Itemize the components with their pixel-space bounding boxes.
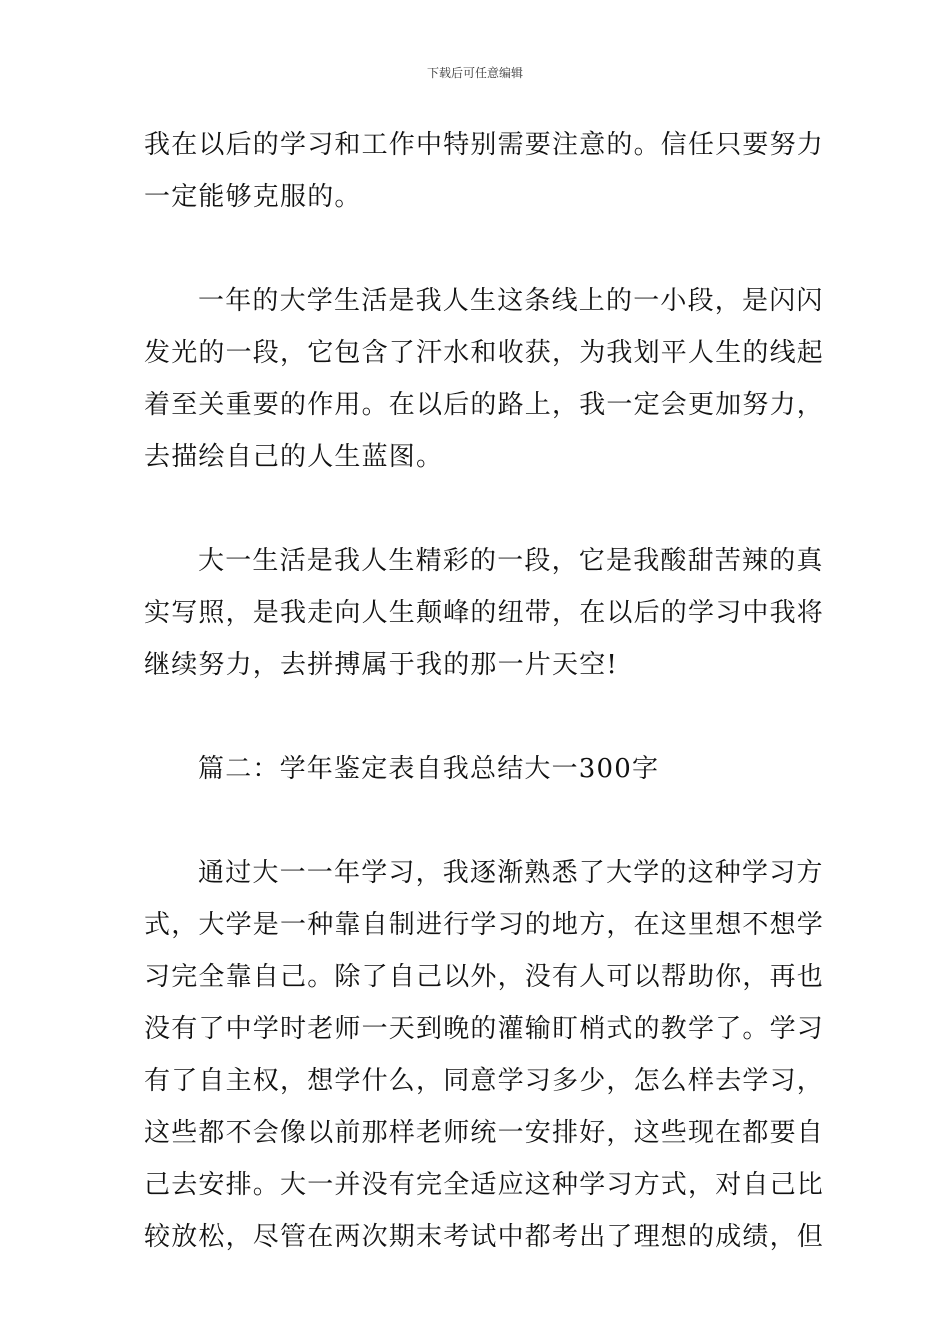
text-line: 去描绘自己的人生蓝图。 — [144, 442, 444, 472]
paragraph-gap — [144, 806, 809, 858]
section-title: 篇二：学年鉴定表自我总结大一300字 — [198, 754, 660, 784]
page-header-note: 下载后可任意编辑 — [426, 66, 523, 80]
text-line: 发光的一段，它包含了汗水和收获，为我划平人生的线起 — [144, 338, 825, 368]
text-line: 通过大一一年学习，我逐渐熟悉了大学的这种学习方 — [198, 858, 824, 888]
text-line: 这些都不会像以前那样老师统一安排好，这些现在都要自 — [144, 1118, 825, 1148]
text-line: 我在以后的学习和工作中特别需要注意的。信任只要努力 — [144, 130, 825, 160]
paragraph-gap — [144, 702, 809, 754]
paragraph-gap — [144, 234, 809, 286]
text-line: 一年的大学生活是我人生这条线上的一小段，是闪闪 — [198, 286, 824, 316]
document-body — [144, 130, 825, 1274]
text-line: 习完全靠自己。除了自己以外，没有人可以帮助你，再也 — [144, 962, 825, 992]
section-heading — [144, 754, 809, 784]
paragraph-1 — [144, 130, 825, 212]
text-line: 式，大学是一种靠自制进行学习的地方，在这里想不想学 — [144, 910, 825, 940]
text-line: 着至关重要的作用。在以后的路上，我一定会更加努力， — [144, 390, 825, 420]
text-line: 继续努力，去拼搏属于我的那一片天空! — [144, 650, 619, 680]
paragraph-3 — [144, 546, 825, 680]
text-line: 大一生活是我人生精彩的一段，它是我酸甜苦辣的真 — [198, 546, 824, 576]
text-line: 一定能够克服的。 — [144, 182, 362, 212]
paragraph-4 — [144, 858, 825, 1252]
text-line: 实写照，是我走向人生颠峰的纽带，在以后的学习中我将 — [144, 598, 825, 628]
text-line: 没有了中学时老师一天到晚的灌输盯梢式的教学了。学习 — [144, 1014, 825, 1044]
text-line: 己去安排。大一并没有完全适应这种学习方式，对自己比 — [144, 1170, 825, 1200]
text-line: 较放松，尽管在两次期末考试中都考出了理想的成绩，但 — [144, 1222, 825, 1252]
text-line: 有了自主权，想学什么，同意学习多少，怎么样去学习， — [144, 1066, 825, 1096]
paragraph-2 — [144, 286, 825, 472]
paragraph-gap — [144, 494, 809, 546]
